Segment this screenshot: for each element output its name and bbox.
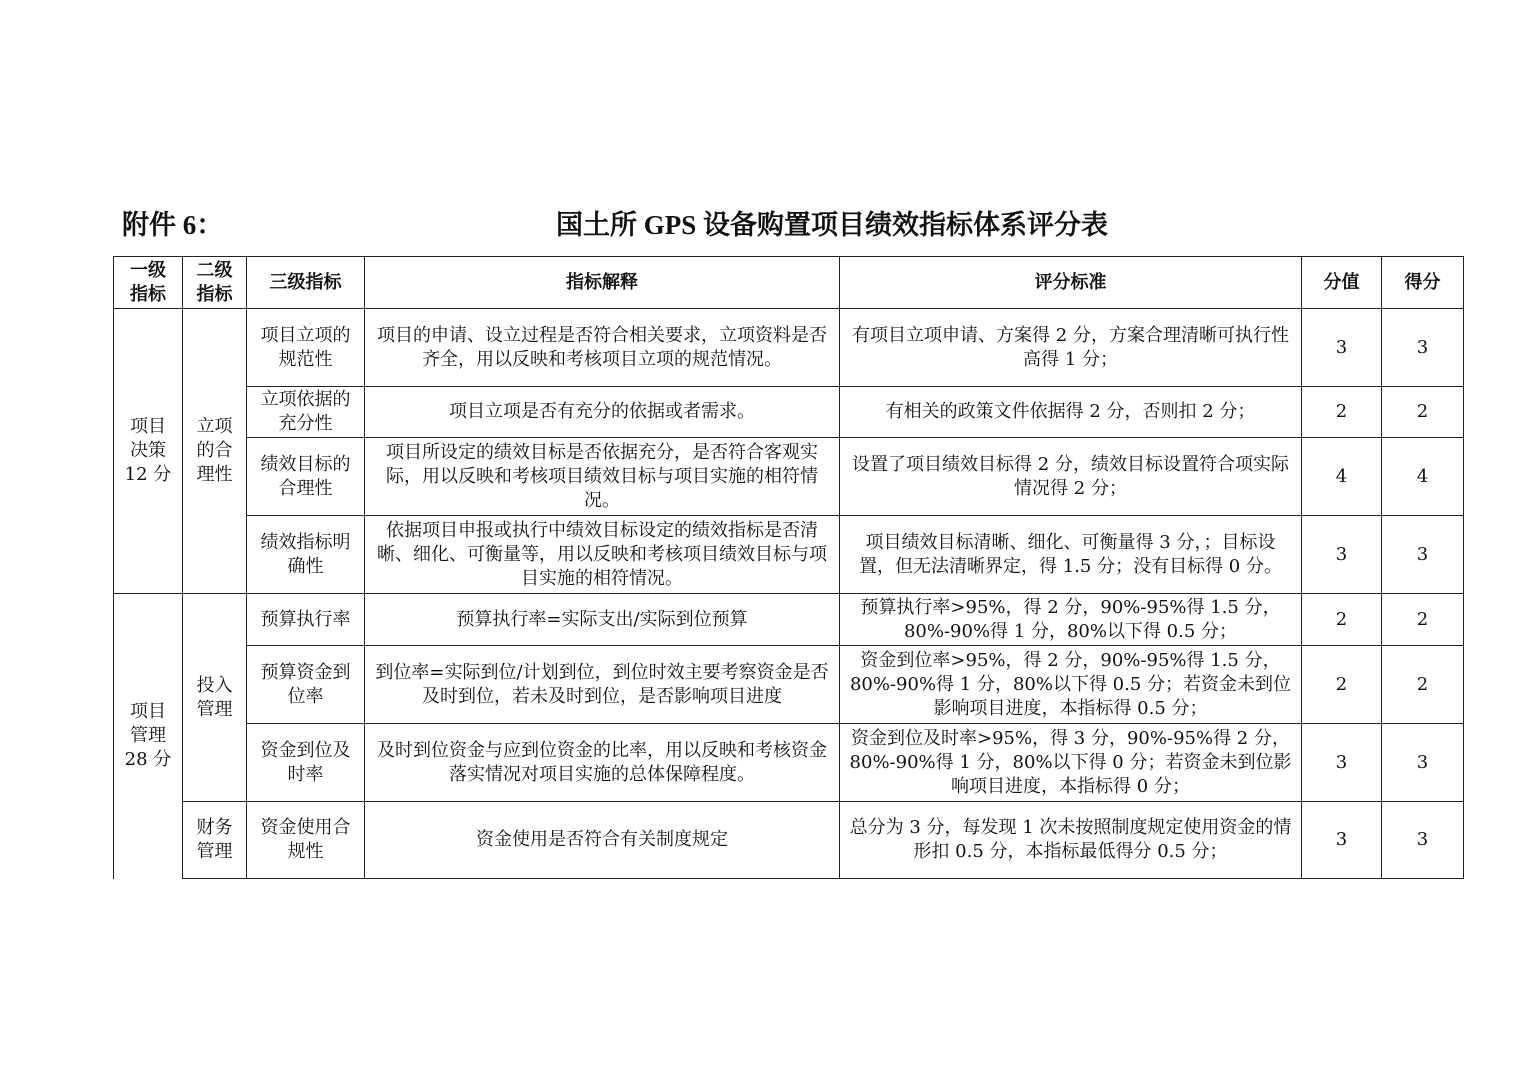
level3-cell: 绩效目标的合理性 [247,438,365,516]
table-row [114,724,1464,802]
value-cell: 2 [1302,387,1382,438]
level3-cell: 资金使用合规性 [247,802,365,879]
explanation-cell: 资金使用是否符合有关制度规定 [365,802,840,879]
value-cell: 3 [1302,309,1382,387]
score-cell: 2 [1382,646,1464,724]
table-row [114,516,1464,594]
criteria-cell: 设置了项目绩效目标得 2 分，绩效目标设置符合项实际情况得 2 分； [840,438,1302,516]
score-cell: 3 [1382,516,1464,594]
explanation-cell: 项目的申请、设立过程是否符合相关要求，立项资料是否齐全，用以反映和考核项目立项的规范情况。 [365,309,840,387]
value-cell: 4 [1302,438,1382,516]
level3-cell: 资金到位及时率 [247,724,365,802]
level1-management: 项目管理28 分 [114,594,183,879]
header-score: 得分 [1382,257,1464,309]
table-row [114,387,1464,438]
page-title: 国土所 GPS 设备购置项目绩效指标体系评分表 [556,210,1109,240]
header-level1: 一级指标 [114,257,183,309]
score-cell: 3 [1382,309,1464,387]
value-cell: 3 [1302,724,1382,802]
criteria-cell: 资金到位率>95%，得 2 分，90%-95%得 1.5 分，80%-90%得 1 分，80%以下得 0.5 分；若资金未到位影响项目进度，本指标得 0.5 分； [840,646,1302,724]
header-value: 分值 [1302,257,1382,309]
explanation-cell: 到位率=实际到位/计划到位，到位时效主要考察资金是否及时到位，若未及时到位，是否影响项目进度 [365,646,840,724]
explanation-cell: 项目立项是否有充分的依据或者需求。 [365,387,840,438]
value-cell: 2 [1302,646,1382,724]
criteria-cell: 资金到位及时率>95%，得 3 分，90%-95%得 2 分，80%-90%得 1 分，80%以下得 0 分；若资金未到位影响项目进度，本指标得 0 分； [840,724,1302,802]
score-cell: 3 [1382,802,1464,879]
attachment-label: 附件 6： [122,210,224,240]
table-row [114,309,1464,387]
header-level2: 二级指标 [183,257,247,309]
level2-approval: 立项的合理性 [183,309,247,594]
header-level3: 三级指标 [247,257,365,309]
value-cell: 3 [1302,802,1382,879]
evaluation-table [113,256,1464,879]
level3-cell: 立项依据的充分性 [247,387,365,438]
level1-decision: 项目决策12 分 [114,309,183,594]
score-cell: 3 [1382,724,1464,802]
table-row [114,438,1464,516]
header-criteria: 评分标准 [840,257,1302,309]
level2-input: 投入管理 [183,594,247,802]
table-row [114,646,1464,724]
criteria-cell: 项目绩效目标清晰、细化、可衡量得 3 分，；目标设置，但无法清晰界定，得 1.5 分；没有目标得 0 分。 [840,516,1302,594]
explanation-cell: 及时到位资金与应到位资金的比率，用以反映和考核资金落实情况对项目实施的总体保障程度。 [365,724,840,802]
explanation-cell: 项目所设定的绩效目标是否依据充分，是否符合客观实际，用以反映和考核项目绩效目标与项目实施的相符情况。 [365,438,840,516]
level3-cell: 绩效指标明确性 [247,516,365,594]
level3-cell: 预算资金到位率 [247,646,365,724]
criteria-cell: 有相关的政策文件依据得 2 分，否则扣 2 分； [840,387,1302,438]
level2-finance: 财务管理 [183,802,247,879]
level3-cell: 项目立项的规范性 [247,309,365,387]
table-row [114,802,1464,879]
value-cell: 3 [1302,516,1382,594]
criteria-cell: 有项目立项申请、方案得 2 分，方案合理清晰可执行性高得 1 分； [840,309,1302,387]
score-cell: 2 [1382,594,1464,646]
level3-cell: 预算执行率 [247,594,365,646]
score-cell: 4 [1382,438,1464,516]
score-cell: 2 [1382,387,1464,438]
header-explanation: 指标解释 [365,257,840,309]
value-cell: 2 [1302,594,1382,646]
criteria-cell: 预算执行率>95%，得 2 分，90%-95%得 1.5 分，80%-90%得 1 分，80%以下得 0.5 分； [840,594,1302,646]
table-header-row [114,257,1464,309]
criteria-cell: 总分为 3 分，每发现 1 次未按照制度规定使用资金的情形扣 0.5 分，本指标最低得分 0.5 分； [840,802,1302,879]
table-row [114,594,1464,646]
explanation-cell: 依据项目申报或执行中绩效目标设定的绩效指标是否清晰、细化、可衡量等，用以反映和考核项目绩效目标与项目实施的相符情况。 [365,516,840,594]
explanation-cell: 预算执行率=实际支出/实际到位预算 [365,594,840,646]
